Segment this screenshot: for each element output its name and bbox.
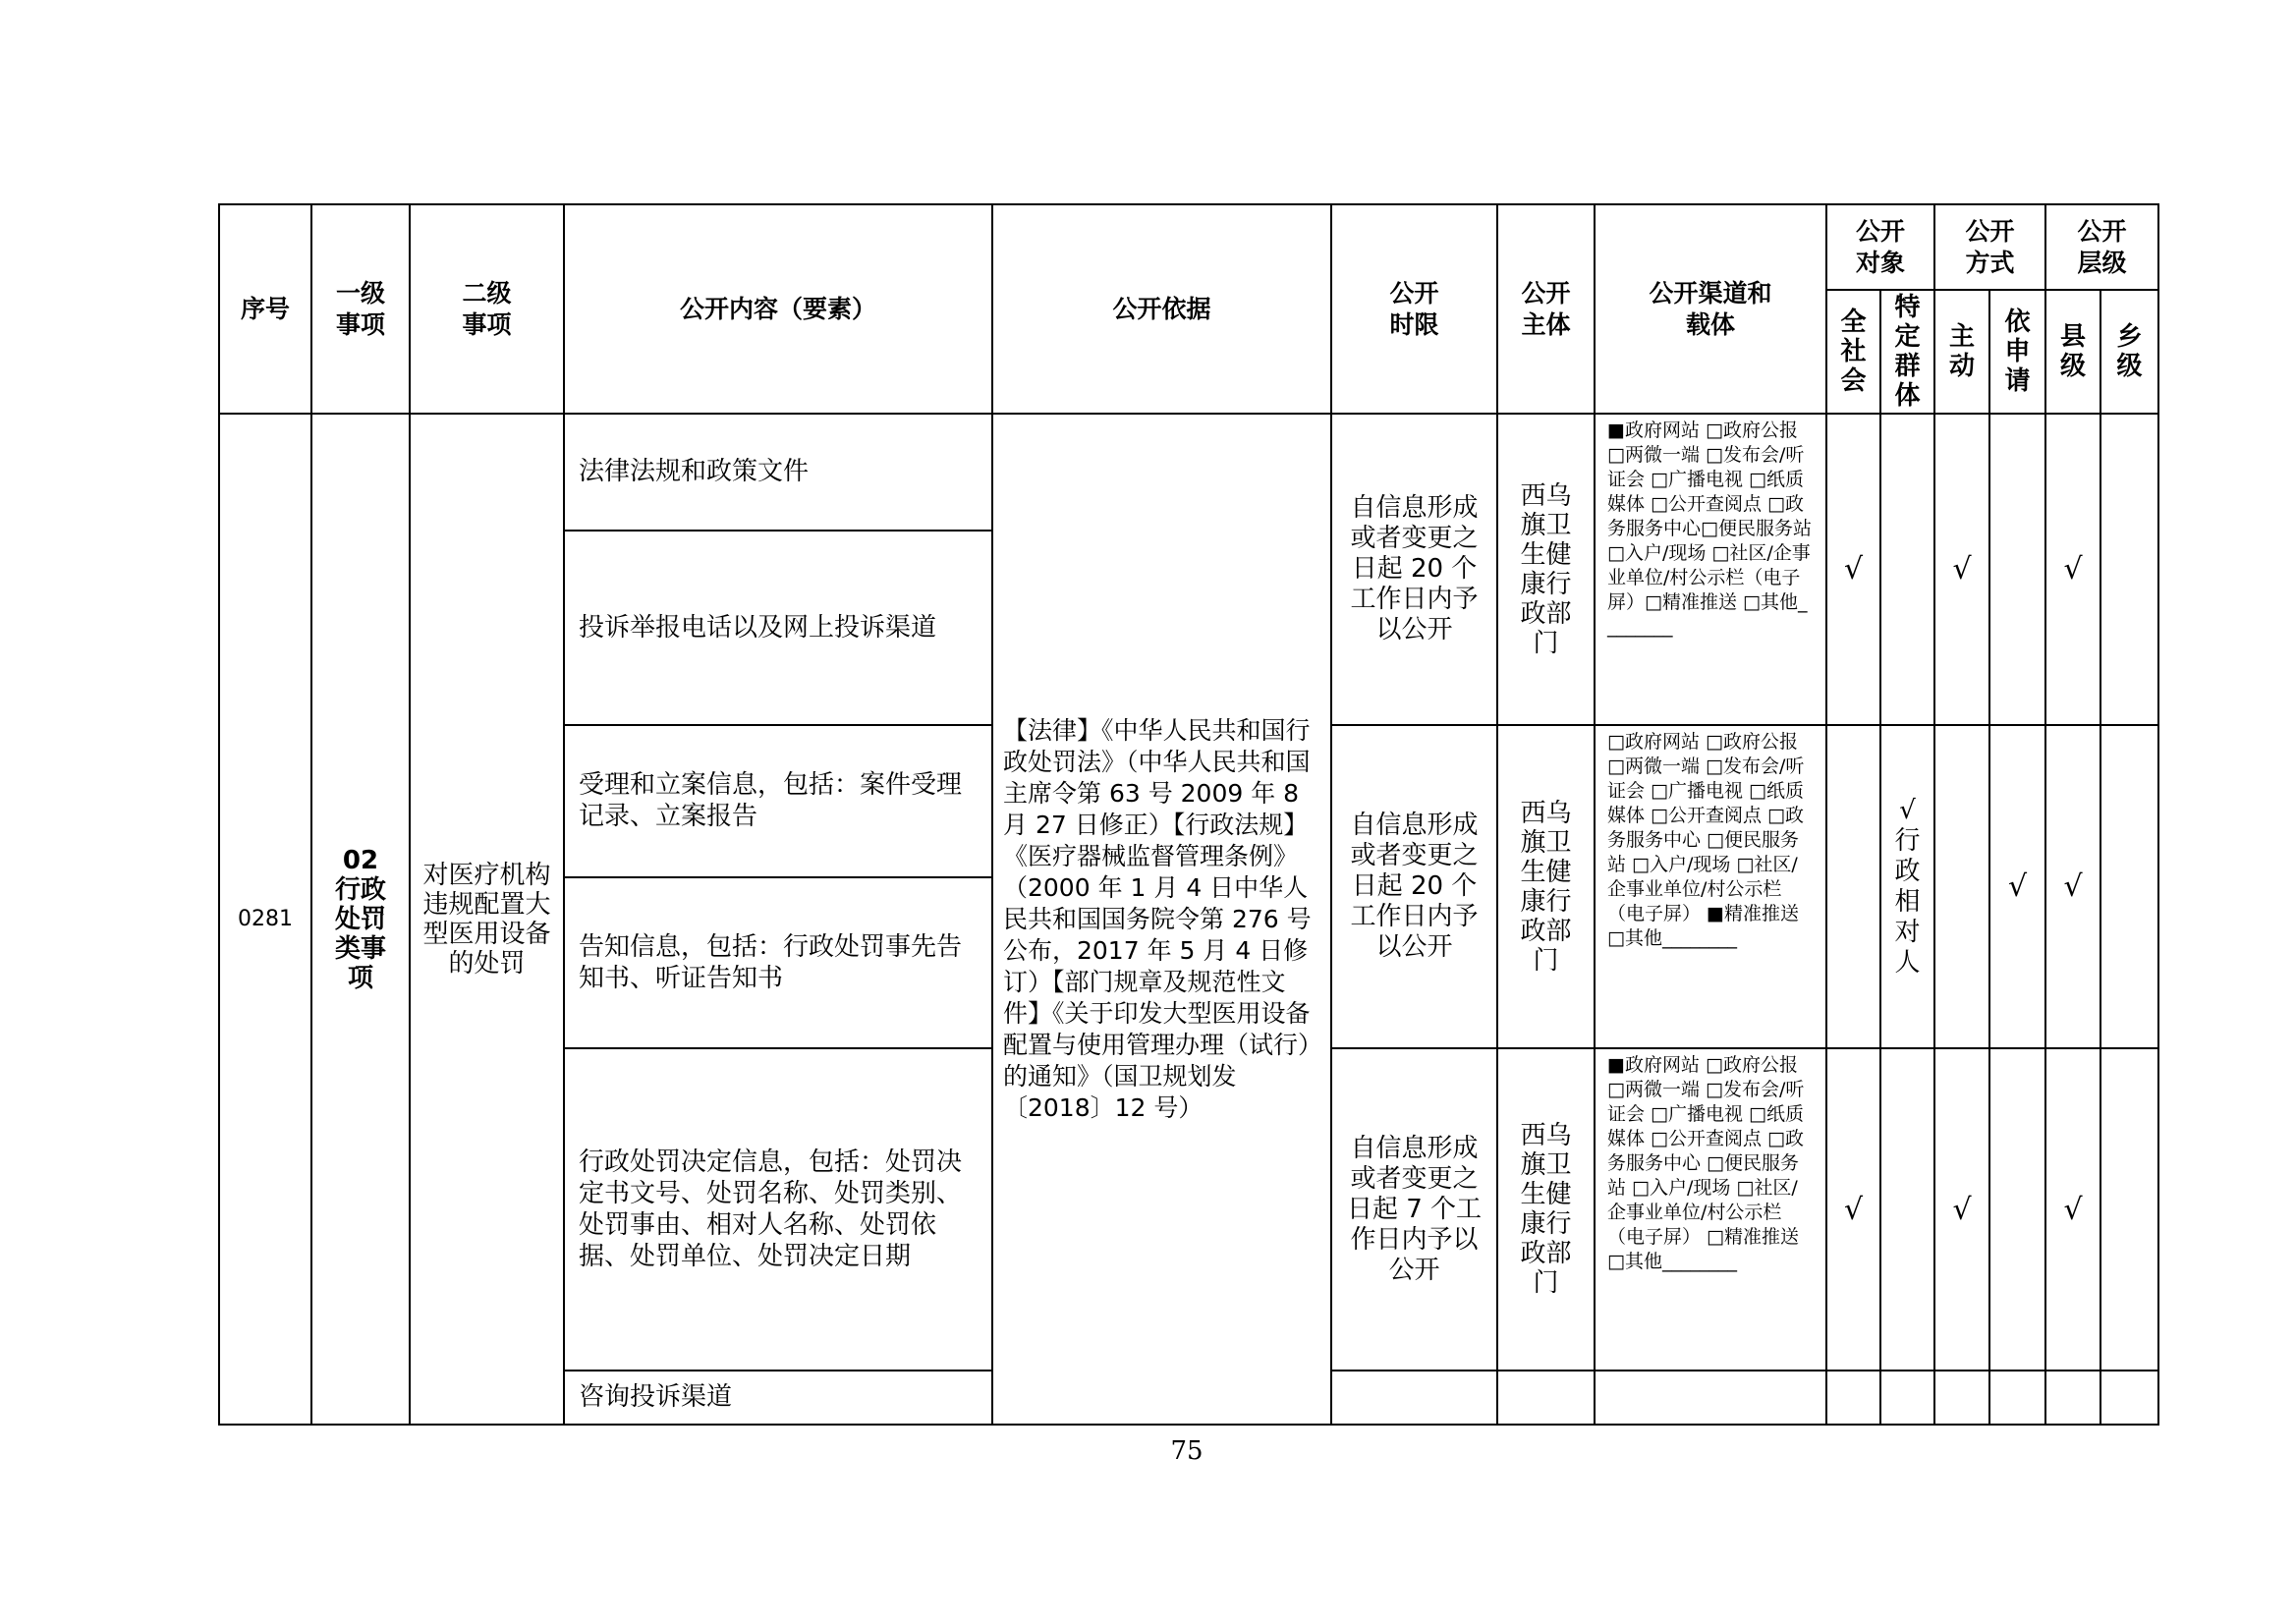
record-basis: 【法律】《中华人民共和国行政处罚法》（中华人民共和国主席令第 63 号 2009 年 8 月 27 日修正）【行政法规】《医疗器械监督管理条例》（2000 年 1 月 4 日中华人民共和国国务院令第 276 号公布，2017 年 5 月 4 日修订）【部门规章及规范性文件】《关于印发大型医用设备配置与使用管理办理（试行）的通知》（国卫规划发〔2018〕12 号） bbox=[992, 414, 1331, 1425]
group2-target-all bbox=[1826, 725, 1880, 1049]
group1-method-active: √ bbox=[1934, 414, 1989, 725]
content-item: 行政处罚决定信息，包括：处罚决定书文号、处罚名称、处罚类别、处罚事由、相对人名称、处罚依据、处罚单位、处罚决定日期 bbox=[564, 1048, 992, 1371]
group3-target-specific bbox=[1880, 1048, 1934, 1371]
header-period: 公开时限 bbox=[1331, 204, 1497, 414]
content-item: 投诉举报电话以及网上投诉渠道 bbox=[564, 531, 992, 725]
group1-period: 自信息形成或者变更之日起 20 个工作日内予以公开 bbox=[1331, 414, 1497, 725]
group3-period: 自信息形成或者变更之日起 7 个工作日内予以公开 bbox=[1331, 1048, 1497, 1371]
group2-method-active bbox=[1934, 725, 1989, 1049]
header-method: 公开方式 bbox=[1934, 204, 2045, 290]
disclosure-table bbox=[218, 203, 2159, 1426]
group3-method-active: √ bbox=[1934, 1048, 1989, 1371]
header-basis: 公开依据 bbox=[992, 204, 1331, 414]
group3-method-request bbox=[1989, 1048, 2045, 1371]
header-level2: 二级事项 bbox=[410, 204, 564, 414]
content-item: 法律法规和政策文件 bbox=[564, 414, 992, 530]
record-seq: 0281 bbox=[219, 414, 311, 1425]
content-item: 咨询投诉渠道 bbox=[564, 1371, 992, 1425]
group2-period: 自信息形成或者变更之日起 20 个工作日内予以公开 bbox=[1331, 725, 1497, 1049]
record-level2: 对医疗机构违规配置大型医用设备的处罚 bbox=[410, 414, 564, 1425]
empty-cell bbox=[1880, 1371, 1934, 1425]
group2-method-request: √ bbox=[1989, 725, 2045, 1049]
page-number: 75 bbox=[1170, 1436, 1204, 1466]
content-item: 受理和立案信息，包括：案件受理记录、立案报告 bbox=[564, 725, 992, 877]
header-subject: 公开主体 bbox=[1497, 204, 1595, 414]
header-content: 公开内容（要素） bbox=[564, 204, 992, 414]
record-level1: 02 行政处罚类事项 bbox=[311, 414, 410, 1425]
header-level-town: 乡级 bbox=[2100, 290, 2158, 414]
header-target: 公开对象 bbox=[1826, 204, 1934, 290]
empty-cell bbox=[2045, 1371, 2100, 1425]
header-level-county: 县级 bbox=[2045, 290, 2100, 414]
group2-level-town bbox=[2100, 725, 2158, 1049]
header-method-request: 依申请 bbox=[1989, 290, 2045, 414]
group3-channel: ■政府网站 □政府公报 □两微一端 □发布会/听证会 □广播电视 □纸质媒体 □公开查阅点 □政务服务中心 □便民服务站 □入户/现场 □社区/企事业单位/村公示栏（电子屏） □精准推送 □其他________ bbox=[1595, 1048, 1826, 1371]
header-target-specific: 特定群体 bbox=[1880, 290, 1934, 414]
empty-cell bbox=[1497, 1371, 1595, 1425]
content-item: 告知信息，包括：行政处罚事先告知书、听证告知书 bbox=[564, 877, 992, 1048]
group1-target-specific bbox=[1880, 414, 1934, 725]
group1-target-all: √ bbox=[1826, 414, 1880, 725]
empty-cell bbox=[1826, 1371, 1880, 1425]
group1-channel: ■政府网站 □政府公报 □两微一端 □发布会/听证会 □广播电视 □纸质媒体 □公开查阅点 □政务服务中心□便民服务站 □入户/现场 □社区/企事业单位/村公示栏（电子屏）□精准推送 □其他________ bbox=[1595, 414, 1826, 725]
header-channel: 公开渠道和载体 bbox=[1595, 204, 1826, 414]
header-seq: 序号 bbox=[219, 204, 311, 414]
group2-level-county: √ bbox=[2045, 725, 2100, 1049]
group2-channel: □政府网站 □政府公报 □两微一端 □发布会/听证会 □广播电视 □纸质媒体 □公开查阅点 □政务服务中心 □便民服务站 □入户/现场 □社区/企事业单位/村公示栏（电子屏） ■精准推送 □其他________ bbox=[1595, 725, 1826, 1049]
header-target-all: 全社会 bbox=[1826, 290, 1880, 414]
empty-cell bbox=[1331, 1371, 1497, 1425]
group3-target-all: √ bbox=[1826, 1048, 1880, 1371]
group1-method-request bbox=[1989, 414, 2045, 725]
empty-cell bbox=[1934, 1371, 1989, 1425]
group1-subject: 西乌旗卫生健康行政部门 bbox=[1497, 414, 1595, 725]
group3-subject: 西乌旗卫生健康行政部门 bbox=[1497, 1048, 1595, 1371]
header-method-active: 主动 bbox=[1934, 290, 1989, 414]
empty-cell bbox=[2100, 1371, 2158, 1425]
header-level1: 一级事项 bbox=[311, 204, 410, 414]
group2-subject: 西乌旗卫生健康行政部门 bbox=[1497, 725, 1595, 1049]
group1-level-town bbox=[2100, 414, 2158, 725]
group3-level-town bbox=[2100, 1048, 2158, 1371]
group3-level-county: √ bbox=[2045, 1048, 2100, 1371]
empty-cell bbox=[1595, 1371, 1826, 1425]
header-level: 公开层级 bbox=[2045, 204, 2158, 290]
group2-target-specific: √行政相对人 bbox=[1880, 725, 1934, 1049]
empty-cell bbox=[1989, 1371, 2045, 1425]
group1-level-county: √ bbox=[2045, 414, 2100, 725]
